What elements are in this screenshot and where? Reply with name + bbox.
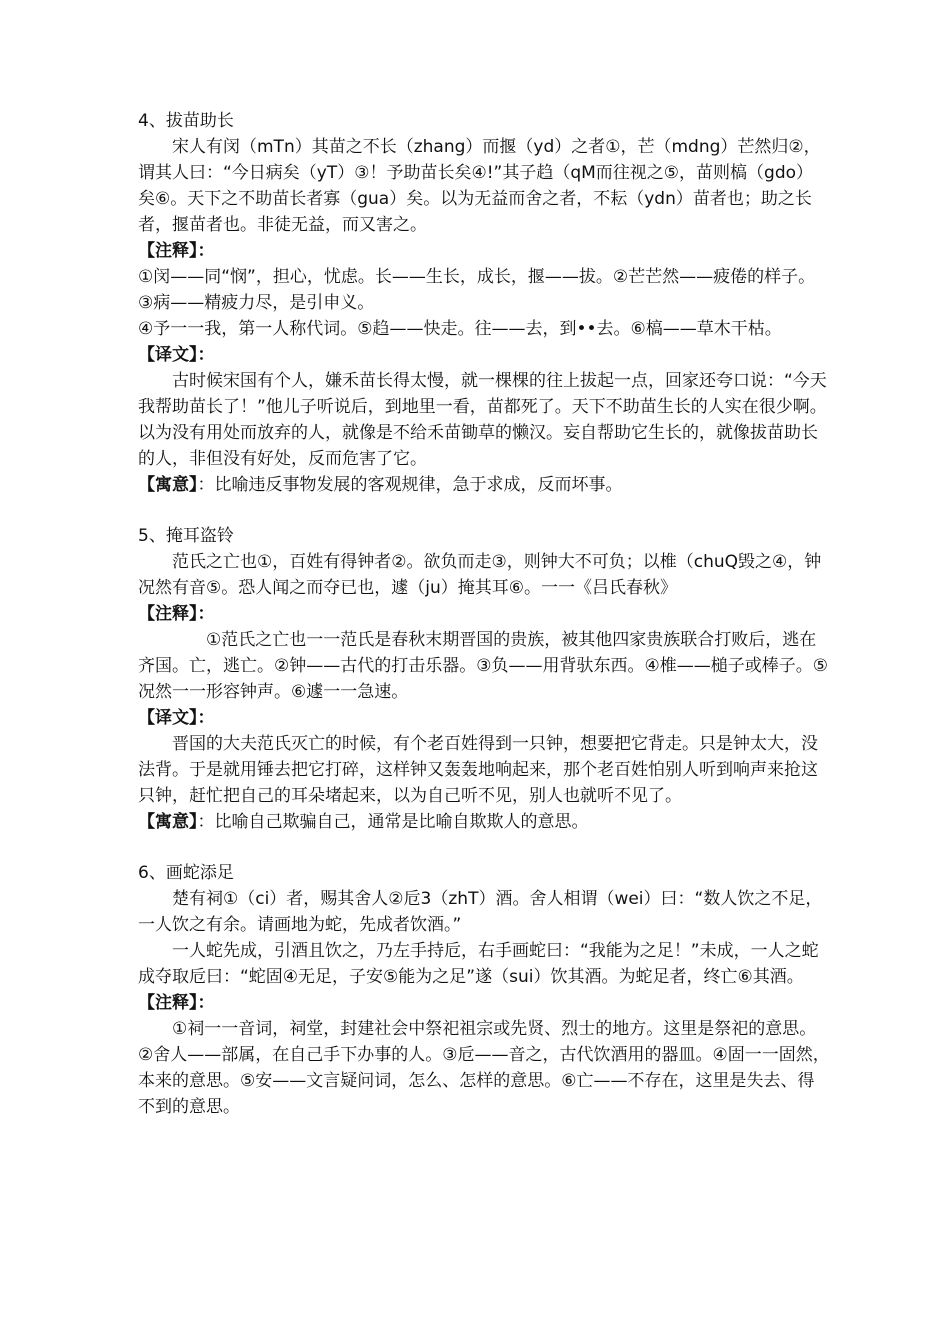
translation-heading: 【译文】： [138, 708, 215, 728]
original-text: 宋人有闵（mTn）其苗之不长（zhang）而揠（yd）之者①，芒（mdng）芒然归②，谓其人曰：“今日病矣（yT）③！予助苗长矣④!”其子趋（qM而往视之⑤，苗则槁（gdo）矣⑥。天下之不助苗长者寡（gua）矣。以为无益而舍之者，不耘（ydn）苗者也；助之长者，揠苗者也。非徒无益，而又害之。 [138, 137, 821, 235]
notes-label [138, 601, 830, 627]
moral-line [138, 809, 830, 835]
original-text: 楚有祠①（ci）者，赐其舍人②卮3（zhT）酒。舍人相谓（wei）曰：“数人饮之不足，一人饮之有余。请画地为蛇，先成者饮酒。” [138, 889, 823, 935]
notes-label [138, 238, 830, 264]
story-section-6 [138, 860, 830, 1120]
translation-text: 晋国的大夫范氏灭亡的时候，有个老百姓得到一只钟，想要把它背走。只是钟太大，没法背。于是就用锤去把它打碎，这样钟又轰轰地响起来，那个老百姓怕别人听到响声来抢这只钟，赶忙把自己的耳朵堵起来，以为自己听不见，别人也就听不见了。 [138, 734, 818, 806]
notes-text: ①闵——同“悯”，担心，忧虑。长——生长，成长，揠——拔。②芒芒然——疲倦的样子。③病——精疲力尽，是引申义。 [138, 267, 816, 313]
original-text: 一人蛇先成，引酒且饮之，乃左手持卮，右手画蛇曰：“我能为之足！”未成，一人之蛇成夺取卮曰：“蛇固④无足，子安⑤能为之足”遂（sui）饮其酒。为蛇足者，终亡⑥其酒。 [138, 941, 819, 987]
notes-heading: 【注释】： [138, 604, 215, 624]
moral-heading: 【寓意】 [138, 475, 198, 495]
notes-heading: 【注释】： [138, 241, 215, 261]
notes-heading: 【注释】： [138, 993, 215, 1013]
story-title: 4、拔苗助长 [138, 111, 234, 131]
translation-heading: 【译文】： [138, 345, 215, 365]
story-section-5 [138, 523, 830, 835]
notes-text: ④予一一我，第一人称代词。⑤趋——快走。往——去，到••去。⑥槁——草木干枯。 [138, 319, 782, 339]
translation-text: 古时候宋国有个人，嫌禾苗长得太慢，就一棵棵的往上拔起一点，回家还夸口说：“今天我帮助苗长了！”他儿子听说后，到地里一看，苗都死了。天下不助苗生长的人实在很少啊。以为没有用处而放弃的人，就像是不给禾苗锄草的懒汉。妄自帮助它生长的，就像拔苗助长的人，非但没有好处，反而危害了它。 [138, 371, 827, 469]
moral-text: ：比喻自己欺骗自己，通常是比喻自欺欺人的意思。 [197, 812, 589, 832]
notes-text: ①祠一一音词，祠堂，封建社会中祭祀祖宗或先贤、烈士的地方。这里是祭祀的意思。②舍人——部属，在自己手下办事的人。③卮——音之，古代饮酒用的器皿。④固一一固然，本来的意思。⑤安——文言疑问词，怎么、怎样的意思。⑥亡——不存在，这里是失去、得不到的意思。 [138, 1019, 830, 1117]
notes-label [138, 990, 830, 1016]
story-section-4 [138, 108, 830, 498]
translation-label [138, 342, 830, 368]
notes-text: ①范氏之亡也一一范氏是春秋末期晋国的贵族，被其他四家贵族联合打败后，逃在齐国。亡，逃亡。②钟——古代的打击乐器。③负——用背驮东西。④椎——槌子或棒子。⑤况然一一形容钟声。⑥遽一一急速。 [138, 630, 828, 702]
moral-line [138, 472, 830, 498]
translation-label [138, 705, 830, 731]
story-title: 5、掩耳盗铃 [138, 526, 234, 546]
story-title: 6、画蛇添足 [138, 863, 234, 883]
original-text: 范氏之亡也①，百姓有得钟者②。欲负而走③，则钟大不可负；以椎（chuQ毁之④，钟况然有音⑤。恐人闻之而夺已也，遽（ju）掩其耳⑥。一一《吕氏春秋》 [138, 552, 822, 598]
moral-heading: 【寓意】 [138, 812, 198, 832]
moral-text: ：比喻违反事物发展的客观规律，急于求成，反而坏事。 [197, 475, 623, 495]
